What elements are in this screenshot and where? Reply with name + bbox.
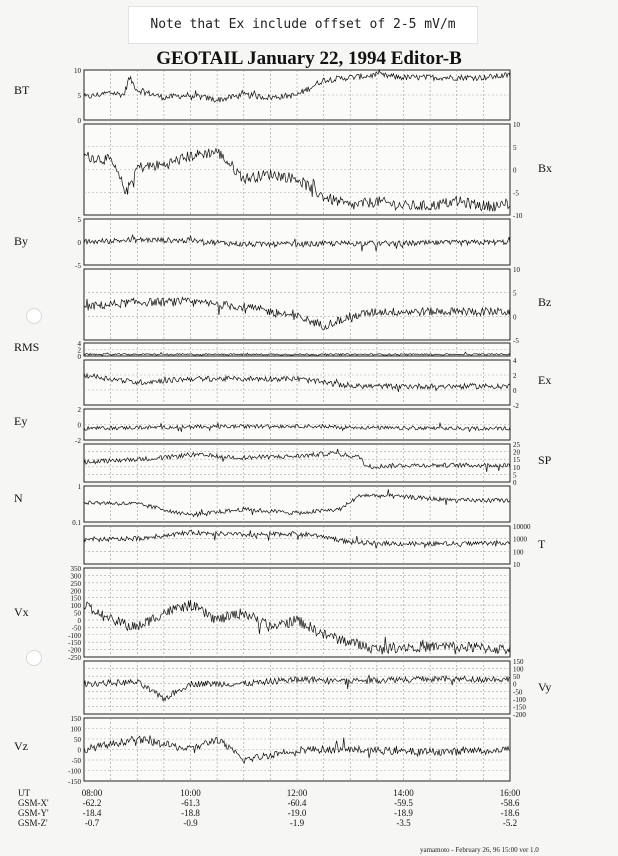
tick-label-n: 1 [77, 483, 81, 491]
panel-label-vx: Vx [14, 605, 29, 619]
tick-label-rms: 0 [77, 353, 81, 361]
panel-label-vz: Vz [14, 739, 28, 753]
tick-label-t: 1000 [513, 535, 527, 544]
tick-label-vy: -150 [513, 703, 526, 712]
gsm-y-value: -18.8 [181, 808, 200, 818]
tick-label-vz: 50 [74, 736, 81, 744]
tick-label-vx: 250 [70, 579, 81, 588]
panel-label-vy: Vy [538, 680, 552, 694]
tick-label-vx: 300 [70, 572, 81, 581]
tick-label-ex: 2 [513, 372, 517, 380]
footer-credit: yamamoto - February 26, 96 15:00 ver 1.0 [420, 846, 539, 854]
orbit-row-label: UT [18, 788, 30, 798]
tick-label-vz: 150 [70, 715, 81, 723]
ut-tick-label: 16:00 [499, 788, 521, 798]
tick-label-bx: 10 [513, 121, 520, 129]
panel-label-t: T [538, 537, 546, 551]
tick-label-bz: 5 [513, 289, 517, 298]
tick-label-vy: 50 [513, 673, 520, 682]
tick-label-vy: 100 [513, 665, 524, 674]
panel-label-bt: BT [14, 83, 30, 97]
orbit-row-label: GSM-Y' [18, 808, 49, 818]
tick-label-vx: 50 [74, 609, 81, 618]
gsm-y-value: -18.4 [82, 808, 102, 818]
tick-label-bx: -10 [513, 212, 523, 220]
binder-hole-top [26, 308, 42, 324]
gsm-x-value: -62.2 [82, 798, 102, 808]
panel-label-ex: Ex [538, 373, 552, 387]
tick-label-bt: 5 [77, 92, 81, 100]
panel-label-bx: Bx [538, 161, 553, 175]
binder-hole-bottom [26, 650, 42, 666]
tick-label-bz: 0 [513, 313, 517, 322]
tick-label-ey: 2 [77, 406, 81, 414]
tick-label-bx: -5 [513, 189, 519, 198]
tick-label-sp: 15 [513, 456, 520, 465]
tick-label-vx: 350 [70, 565, 81, 573]
tick-label-vy: -100 [513, 695, 526, 704]
ut-tick-label: 10:00 [180, 788, 201, 798]
gsm-z-value: -0.7 [84, 818, 100, 828]
tick-label-sp: 0 [513, 479, 517, 487]
panel-label-bz: Bz [538, 295, 552, 309]
tick-label-vx: 150 [70, 594, 81, 603]
tick-label-vz: -100 [68, 767, 81, 776]
orbit-row-label: GSM-X' [18, 798, 49, 808]
gsm-y-value: -19.0 [287, 808, 307, 818]
panel-label-by: By [14, 234, 29, 248]
chart-title: GEOTAIL January 22, 1994 Editor-B [156, 48, 462, 69]
orbit-row-label: GSM-Z' [18, 818, 48, 828]
tick-label-vz: 100 [70, 725, 81, 734]
tick-label-t: 10000 [513, 523, 531, 531]
tick-label-vz: 0 [77, 746, 81, 755]
tick-label-bt: 10 [74, 67, 81, 75]
ut-tick-label: 12:00 [286, 788, 308, 798]
tick-label-vy: 150 [513, 658, 524, 666]
tick-label-ey: 0 [77, 421, 81, 430]
gsm-x-value: -60.4 [287, 798, 307, 808]
tick-label-bx: 5 [513, 143, 517, 152]
gsm-y-value: -18.6 [500, 808, 520, 818]
tick-label-by: 0 [77, 239, 81, 247]
ut-tick-label: 14:00 [393, 788, 414, 798]
tick-label-by: 5 [77, 216, 81, 224]
tick-label-bz: -5 [513, 337, 519, 345]
tick-label-rms: 4 [77, 340, 81, 348]
panel-label-ey: Ey [14, 414, 28, 428]
gsm-x-value: -59.5 [394, 798, 413, 808]
tick-label-rms: 2 [77, 346, 81, 355]
offset-note: Note that Ex include offset of 2-5 mV/m [128, 6, 478, 44]
tick-label-n: 0.1 [72, 519, 81, 527]
tick-label-bx: 0 [513, 166, 517, 175]
panel-label-n: N [14, 491, 23, 505]
tick-label-vy: -50 [513, 688, 523, 697]
gsm-z-value: -1.9 [289, 818, 305, 828]
gsm-x-value: -61.3 [181, 798, 200, 808]
tick-label-vx: -100 [68, 631, 81, 640]
tick-label-ex: 0 [513, 387, 517, 395]
ut-tick-label: 08:00 [81, 788, 103, 798]
tick-label-bz: 10 [513, 266, 520, 274]
tick-label-bt: 0 [77, 117, 81, 125]
tick-label-vz: -150 [68, 778, 81, 786]
gsm-y-value: -18.9 [394, 808, 413, 818]
tick-label-by: -5 [75, 262, 81, 270]
panel-label-rms: RMS [14, 340, 40, 354]
tick-label-vy: 0 [513, 680, 517, 689]
tick-label-sp: 20 [513, 448, 520, 457]
tick-label-vx: -150 [68, 639, 81, 648]
tick-label-ex: 4 [513, 357, 517, 365]
panel-label-sp: SP [538, 453, 552, 467]
tick-label-vy: -200 [513, 711, 526, 719]
tick-label-t: 10 [513, 561, 520, 569]
tick-label-vx: 0 [77, 616, 81, 625]
tick-label-vx: -200 [68, 646, 81, 655]
tick-label-vx: 200 [70, 587, 81, 596]
tick-label-ex: -2 [513, 402, 519, 410]
tick-label-ey: -2 [75, 437, 81, 445]
tick-label-t: 100 [513, 548, 524, 557]
tick-label-sp: 10 [513, 463, 520, 472]
gsm-z-value: -5.2 [502, 818, 518, 828]
tick-label-sp: 25 [513, 441, 520, 449]
gsm-x-value: -58.6 [500, 798, 520, 808]
gsm-z-value: -3.5 [396, 818, 411, 828]
tick-label-vx: -250 [68, 654, 81, 662]
tick-label-vz: -50 [71, 757, 81, 765]
tick-label-vx: 100 [70, 602, 81, 611]
gsm-z-value: -0.9 [183, 818, 198, 828]
tick-label-vx: -50 [71, 624, 81, 633]
tick-label-sp: 5 [513, 471, 517, 480]
